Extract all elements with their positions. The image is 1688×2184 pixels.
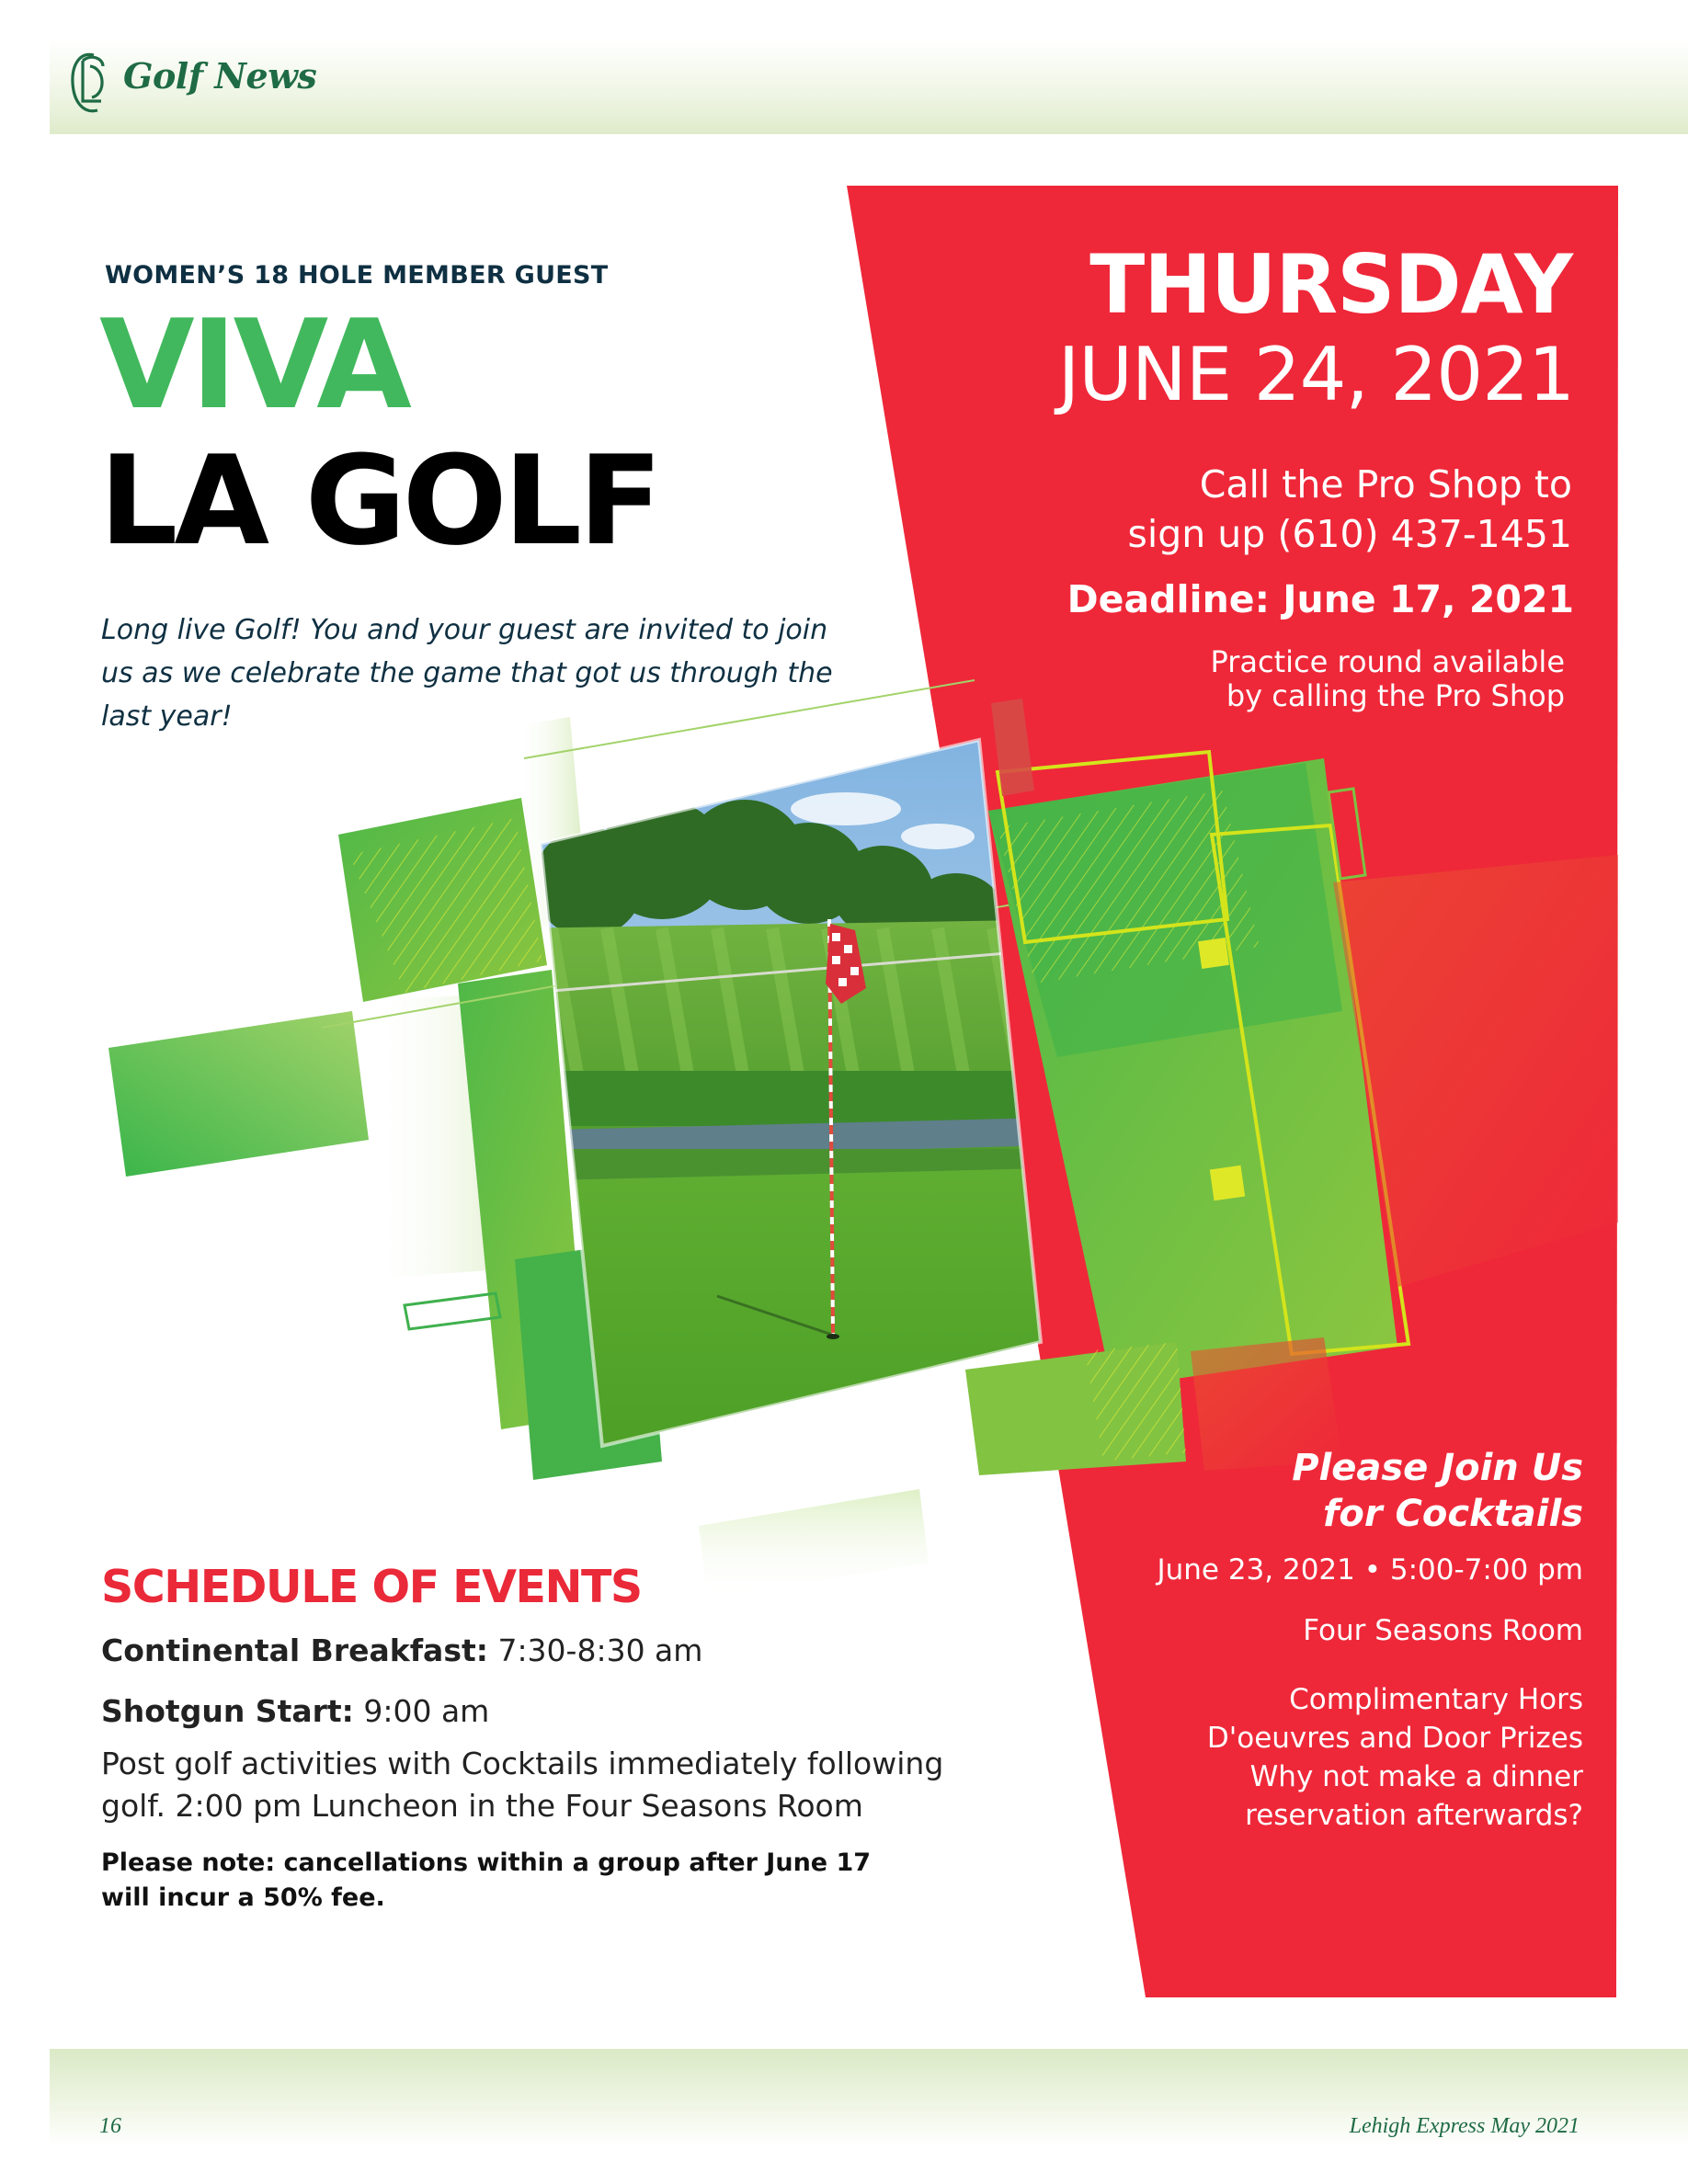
cocktails-detail-line: Complimentary Hors: [1289, 1683, 1583, 1716]
schedule-item-breakfast: [101, 1632, 702, 1668]
cancellation-note: [101, 1846, 1021, 1916]
cocktails-detail-line: D'oeuvres and Door Prizes: [1206, 1722, 1583, 1755]
cocktails-detail-line: reservation afterwards?: [1245, 1799, 1583, 1832]
schedule-item-post-golf: [101, 1743, 1112, 1827]
schedule-item-shotgun: [101, 1693, 489, 1729]
cocktails-heading-line1: Please Join Us: [1292, 1447, 1583, 1489]
page-number: 16: [99, 2114, 121, 2138]
schedule-label: Continental Breakfast:: [101, 1632, 488, 1668]
note-line2: will incur a 50% fee.: [101, 1883, 385, 1912]
cocktails-date-time: June 23, 2021 • 5:00-7:00 pm: [1157, 1553, 1583, 1587]
practice-line2: by calling the Pro Shop: [1226, 678, 1565, 713]
yellow-square: [1198, 938, 1229, 969]
event-title-line2: LA GOLF: [99, 429, 659, 573]
cocktails-details: [1207, 1680, 1583, 1835]
practice-line1: Practice round available: [1210, 644, 1565, 679]
schedule-post-line2: golf. 2:00 pm Luncheon in the Four Seasons Room: [101, 1788, 863, 1824]
signup-info: [1127, 460, 1572, 559]
yellow-square-2: [1210, 1166, 1245, 1200]
outline-box: [405, 1293, 500, 1329]
event-date: JUNE 24, 2021: [1057, 332, 1574, 417]
event-subtitle: WOMEN’S 18 HOLE MEMBER GUEST: [105, 261, 609, 290]
note-line1: Please note: cancellations within a group after June 17: [101, 1848, 872, 1877]
schedule-time: 9:00 am: [353, 1693, 490, 1729]
event-day: THURSDAY: [1089, 237, 1572, 332]
schedule-post-line1: Post golf activities with Cocktails immediately following: [101, 1746, 944, 1781]
deadline: Deadline: June 17, 2021: [1066, 577, 1574, 621]
event-title-line1: VIVA: [99, 293, 408, 437]
signup-phone-line: sign up (610) 437-1451: [1127, 512, 1572, 556]
schedule-time: 7:30-8:30 am: [487, 1632, 703, 1668]
issue-label: Lehigh Express May 2021: [1349, 2114, 1580, 2138]
section-title: Golf News: [123, 55, 317, 97]
cocktails-heading: [1292, 1445, 1583, 1537]
schedule-label: Shotgun Start:: [101, 1693, 354, 1729]
cocktails-heading-line2: for Cocktails: [1322, 1493, 1583, 1535]
green-slab-large: [108, 1011, 369, 1177]
schedule-title: SCHEDULE OF EVENTS: [101, 1561, 642, 1613]
fade-block-bottom: [699, 1489, 929, 1599]
event-intro: Long live Golf! You and your guest are invited to join us as we celebrate the game that got us through the last year!: [101, 614, 833, 733]
cocktails-detail-line: Why not make a dinner: [1249, 1760, 1583, 1793]
cocktails-location: Four Seasons Room: [1303, 1614, 1583, 1647]
signup-line1: Call the Pro Shop to: [1199, 462, 1572, 506]
practice-round-info: [1211, 645, 1566, 713]
